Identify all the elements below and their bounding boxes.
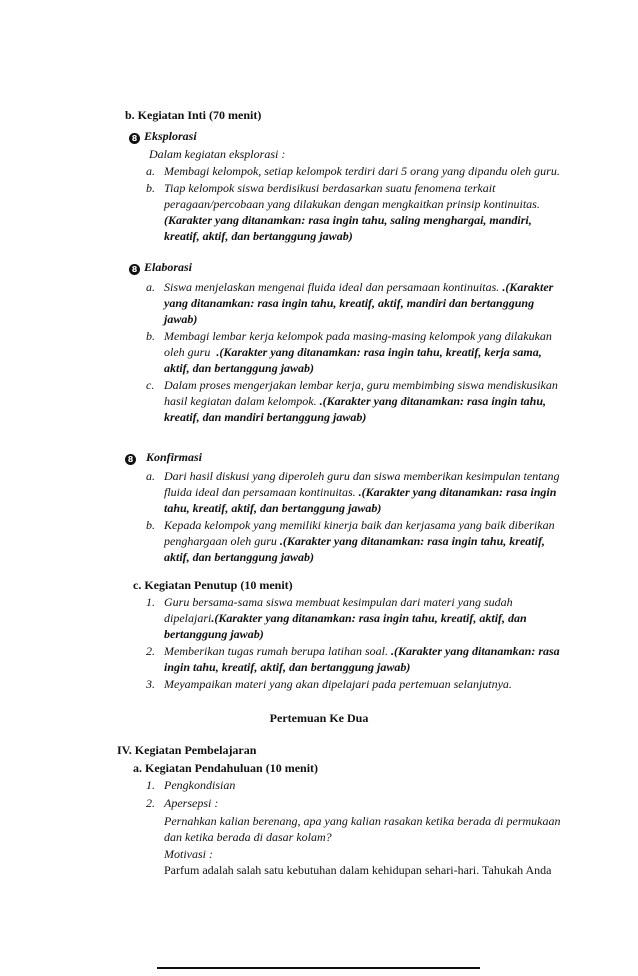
list-item-text: Membagi kelompok, setiap kelompok terdiri dari 5 orang yang dipandu oleh guru. bbox=[164, 164, 560, 178]
list-marker: 2. bbox=[146, 796, 155, 810]
karakter-text: .(Karakter yang ditanamkan: rasa ingin tahu, kreatif, bbox=[279, 534, 545, 548]
eksplorasi-title: Eksplorasi bbox=[144, 129, 197, 143]
numbered-bullet-icon: 8 bbox=[129, 264, 140, 275]
karakter-text: .(Karakter yang ditanamkan: rasa ingin bbox=[358, 485, 557, 499]
konfirmasi-title: Konfirmasi bbox=[146, 450, 203, 464]
numbered-bullet-icon: 8 bbox=[129, 133, 140, 144]
list-item-text bbox=[164, 279, 553, 295]
list-item-text bbox=[164, 643, 560, 659]
motivasi-text: Parfum adalah salah satu kebutuhan dalam kehidupan sehari-hari. Tahukah Anda bbox=[164, 863, 552, 877]
plain-text: penghargaan oleh guru bbox=[164, 534, 277, 548]
karakter-text: jawab) bbox=[164, 312, 198, 326]
list-marker: a. bbox=[146, 469, 155, 483]
section-iv-heading: IV. Kegiatan Pembelajaran bbox=[117, 743, 257, 757]
konfirmasi-heading bbox=[125, 449, 202, 465]
apersepsi-text: Pernahkan kalian berenang, apa yang kalian rasakan ketika berada di permukaan bbox=[164, 814, 561, 828]
list-marker: b. bbox=[146, 518, 155, 532]
plain-text: hasil kegiatan dalam kelompok. bbox=[164, 394, 317, 408]
apersepsi-text: dan ketika berada di dasar kolam? bbox=[164, 830, 332, 844]
plain-text: fluida ideal dan persamaan kontinuitas. bbox=[164, 485, 356, 499]
plain-text: oleh guru bbox=[164, 345, 211, 359]
elaborasi-heading bbox=[129, 259, 192, 275]
section-b-heading: b. Kegiatan Inti (70 menit) bbox=[125, 108, 262, 122]
list-item-text: Pengkondisian bbox=[164, 778, 236, 792]
list-item-text: Dari hasil diskusi yang diperoleh guru dan siswa memberikan kesimpulan tentang bbox=[164, 469, 560, 483]
karakter-text: bertanggung jawab) bbox=[164, 627, 264, 641]
karakter-text: .(Karakter yang ditanamkan: rasa ingin tahu, kreatif, kerja sama, bbox=[216, 345, 542, 359]
meeting-title: Pertemuan Ke Dua bbox=[269, 711, 369, 725]
list-marker: b. bbox=[146, 329, 155, 343]
list-marker: a. bbox=[146, 164, 155, 178]
elaborasi-title: Elaborasi bbox=[144, 260, 193, 274]
eksplorasi-heading bbox=[129, 128, 197, 144]
list-item-text bbox=[164, 393, 546, 409]
list-marker: 2. bbox=[146, 644, 155, 658]
list-marker: 1. bbox=[146, 595, 155, 609]
list-item-text bbox=[164, 533, 545, 549]
karakter-text: .(Karakter bbox=[502, 280, 554, 294]
motivasi-label: Motivasi : bbox=[164, 847, 213, 861]
footer-divider bbox=[157, 967, 480, 969]
section-iv-a-heading: a. Kegiatan Pendahuluan (10 menit) bbox=[133, 761, 319, 775]
list-item-text: Meyampaikan materi yang akan dipelajari pada pertemuan selanjutnya. bbox=[164, 677, 512, 691]
plain-text: dipelajari bbox=[164, 611, 212, 625]
karakter-text: kreatif, aktif, dan bertanggung jawab) bbox=[164, 229, 353, 243]
list-marker: b. bbox=[146, 181, 155, 195]
list-item-text: Guru bersama-sama siswa membuat kesimpulan dari materi yang sudah bbox=[164, 595, 513, 609]
eksplorasi-intro: Dalam kegiatan eksplorasi : bbox=[149, 147, 286, 161]
list-item-text bbox=[164, 610, 527, 626]
plain-text: Siswa menjelaskan mengenai fluida ideal dan persamaan kontinuitas. bbox=[164, 280, 500, 294]
list-item-text: Dalam proses mengerjakan lembar kerja, guru membimbing siswa mendiskusikan bbox=[164, 378, 558, 392]
list-marker: a. bbox=[146, 280, 155, 294]
list-item-text bbox=[164, 484, 556, 500]
plain-text: Memberikan tugas rumah berupa latihan soal. bbox=[164, 644, 388, 658]
karakter-text: aktif, dan bertanggung jawab) bbox=[164, 361, 315, 375]
karakter-text: ingin tahu, kreatif, aktif, dan bertanggung jawab) bbox=[164, 660, 411, 674]
section-c-heading: c. Kegiatan Penutup (10 menit) bbox=[133, 578, 293, 592]
karakter-text: yang ditanamkan: rasa ingin tahu, kreatif, aktif, mandiri dan bertanggung bbox=[164, 296, 535, 310]
karakter-text: .(Karakter yang ditanamkan: rasa ingin tahu, bbox=[319, 394, 547, 408]
list-item-text bbox=[164, 344, 542, 360]
karakter-text: tahu, kreatif, aktif, dan bertanggung jawab) bbox=[164, 501, 382, 515]
karakter-text: (Karakter yang ditanamkan: rasa ingin tahu, saling menghargai, mandiri, bbox=[164, 213, 532, 227]
list-item-text: Membagi lembar kerja kelompok pada masing-masing kelompok yang dilakukan bbox=[164, 329, 552, 343]
list-item-text: Apersepsi : bbox=[164, 796, 219, 810]
list-marker: 3. bbox=[146, 677, 155, 691]
list-marker: 1. bbox=[146, 778, 155, 792]
karakter-text: kreatif, dan mandiri bertanggung jawab) bbox=[164, 410, 367, 424]
list-item-text: Tiap kelompok siswa berdisikusi berdasarkan suatu fenomena terkait bbox=[164, 181, 496, 195]
numbered-bullet-icon: 8 bbox=[125, 454, 136, 465]
list-item-text: peragaan/percobaan yang dilakukan dengan mengkaitkan prinsip kontinuitas. bbox=[164, 197, 540, 211]
karakter-text: .(Karakter yang ditanamkan: rasa ingin tahu, kreatif, aktif, dan bbox=[211, 611, 527, 625]
list-item-text: Kepada kelompok yang memiliki kinerja baik dan kerjasama yang baik diberikan bbox=[164, 518, 555, 532]
karakter-text: aktif, dan bertanggung jawab) bbox=[164, 550, 315, 564]
list-marker: c. bbox=[146, 378, 155, 392]
karakter-text: .(Karakter yang ditanamkan: rasa bbox=[391, 644, 560, 658]
